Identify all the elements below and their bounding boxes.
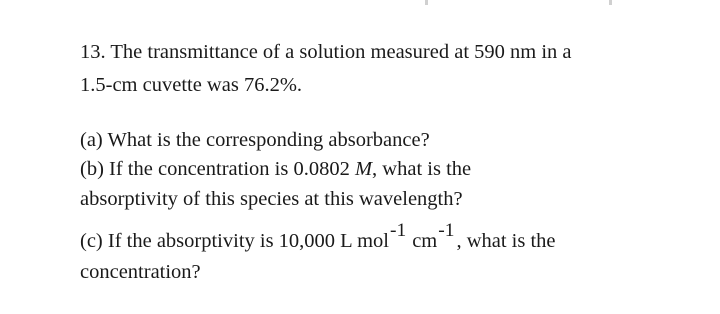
part-a-question: (a) What is the corresponding absorbance? <box>80 129 430 151</box>
part-c-question-line-2: concentration? <box>80 261 201 283</box>
cropped-text-remnant <box>609 0 612 5</box>
cm-exponent: -1 <box>438 220 455 242</box>
question-text-line-1: 13. The transmittance of a solution measured at 590 nm in a <box>80 41 572 63</box>
molarity-symbol: M <box>354 158 373 180</box>
question-text-line-2: 1.5-cm cuvette was 76.2%. <box>80 74 303 96</box>
part-c-text-pre: (c) If the absorptivity is 10,000 L mol <box>80 230 389 252</box>
part-c-text-post: , what is the <box>456 230 556 252</box>
mol-exponent: -1 <box>389 220 407 242</box>
part-b-text-pre: (b) If the concentration is 0.0802 <box>80 158 355 180</box>
cropped-text-remnant <box>425 0 428 5</box>
part-b-text-post: , what is the <box>372 158 472 180</box>
cm-unit: cm <box>412 230 438 252</box>
part-b-question-line-1 <box>80 159 471 180</box>
part-b-question-line-2: absorptivity of this species at this wavelength? <box>80 188 463 210</box>
part-c-question-line-1 <box>80 220 556 252</box>
